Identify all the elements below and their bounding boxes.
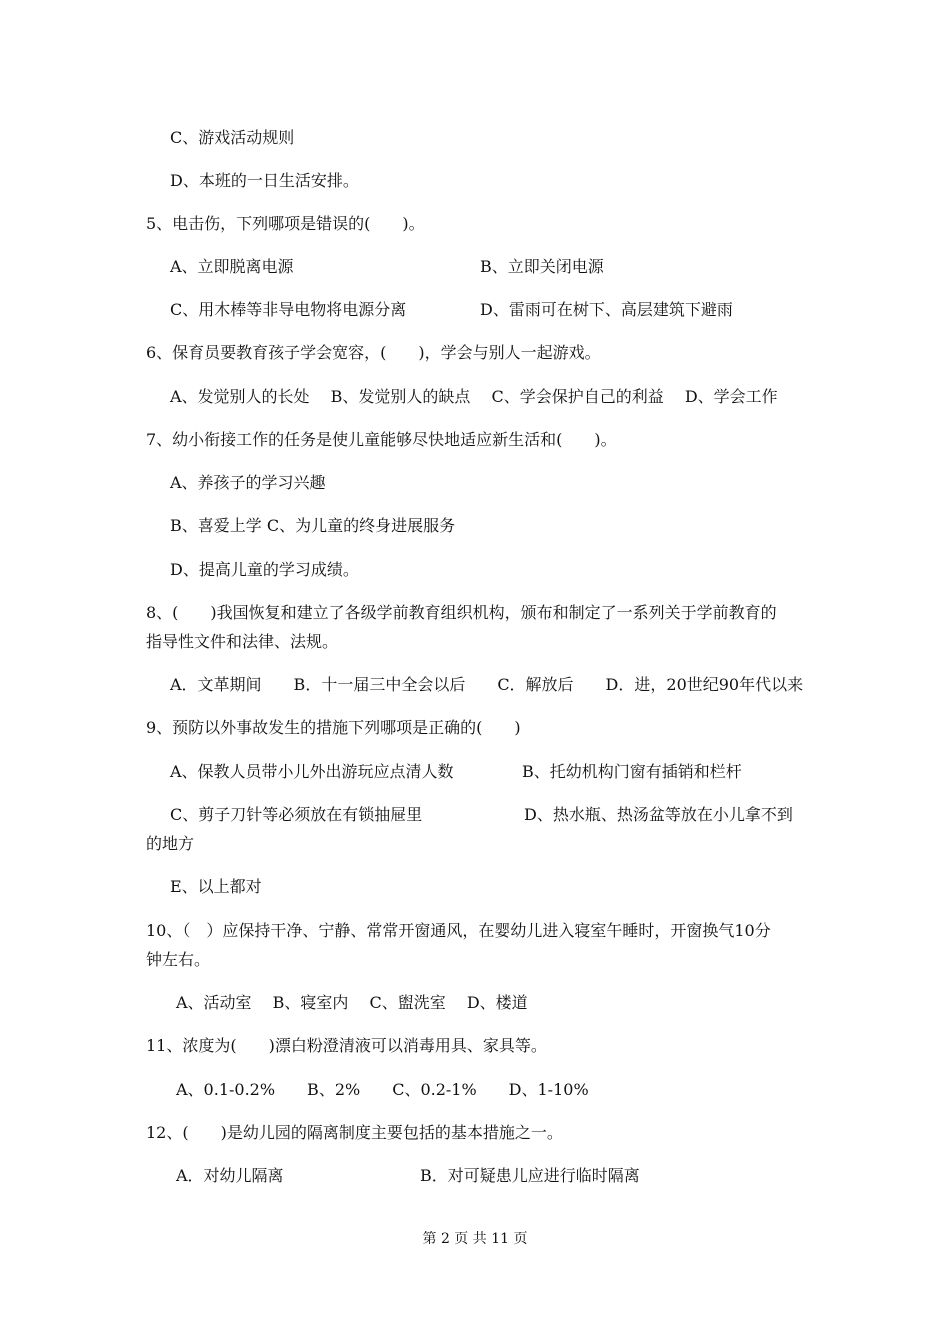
q9-option-b: B、托幼机构门窗有插销和栏杆 [522, 762, 742, 781]
page-footer: 第 2 页 共 11 页 [422, 1231, 528, 1247]
q5-option-a: A、立即脱离电源 [170, 257, 294, 276]
q7-option-d: D、提高儿童的学习成绩。 [170, 560, 359, 579]
q8-options: A．文革期间 B．十一届三中全会以后 C．解放后 D．进，20世纪90年代以来 [170, 675, 804, 694]
q9-option-c: C、剪子刀针等必须放在有锁抽屉里 [170, 805, 423, 824]
q12-stem: 12、( )是幼儿园的隔离制度主要包括的基本措施之一。 [146, 1123, 563, 1142]
q5-option-d: D、雷雨可在树下、高层建筑下避雨 [480, 300, 733, 319]
q11-stem: 11、浓度为( )漂白粉澄清液可以消毒用具、家具等。 [146, 1036, 547, 1055]
q5-option-c: C、用木棒等非导电物将电源分离 [170, 300, 407, 319]
q6-options: A、发觉别人的长处 B、发觉别人的缺点 C、学会保护自己的利益 D、学会工作 [170, 387, 778, 406]
q8-stem-line2: 指导性文件和法律、法规。 [146, 632, 339, 651]
q10-options: A、活动室 B、寝室内 C、盥洗室 D、楼道 [176, 993, 528, 1012]
q12-option-a: A．对幼儿隔离 [176, 1166, 284, 1185]
q4-option-d: D、本班的一日生活安排。 [170, 171, 359, 190]
q9-option-a: A、保教人员带小儿外出游玩应点清人数 [170, 762, 454, 781]
q9-option-d: D、热水瓶、热汤盆等放在小儿拿不到 [524, 805, 793, 824]
q4-option-c: C、游戏活动规则 [170, 128, 295, 147]
q9-option-e: E、以上都对 [170, 877, 262, 896]
q7-option-a: A、养孩子的学习兴趣 [170, 473, 326, 492]
q10-stem-line2: 钟左右。 [146, 950, 211, 969]
q11-options: A、0.1-0.2% B、2% C、0.2-1% D、1-10% [176, 1080, 589, 1099]
q5-stem: 5、电击伤，下列哪项是错误的( )。 [146, 214, 425, 233]
q6-stem: 6、保育员要教育孩子学会宽容，( )，学会与别人一起游戏。 [146, 343, 601, 362]
q5-option-b: B、立即关闭电源 [480, 257, 604, 276]
q10-stem-line1: 10、（ ）应保持干净、宁静、常常开窗通风，在婴幼儿进入寝室午睡时，开窗换气10分 [146, 921, 771, 940]
q8-stem-line1: 8、( )我国恢复和建立了各级学前教育组织机构，颁布和制定了一系列关于学前教育的 [146, 603, 777, 622]
q9-option-d-cont: 的地方 [146, 834, 195, 853]
q9-stem: 9、预防以外事故发生的措施下列哪项是正确的( ) [146, 718, 521, 737]
q12-option-b: B．对可疑患儿应进行临时隔离 [420, 1166, 640, 1185]
q7-stem: 7、幼小衔接工作的任务是使儿童能够尽快地适应新生活和( )。 [146, 430, 617, 449]
q7-option-bc: B、喜爱上学 C、为儿童的终身进展服务 [170, 516, 456, 535]
